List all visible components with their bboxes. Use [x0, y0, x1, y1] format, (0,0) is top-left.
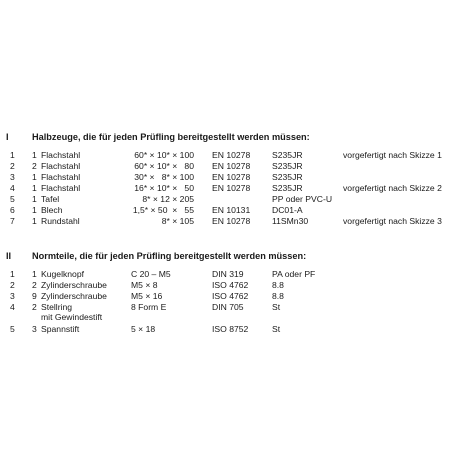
part-name: Kugelknopf	[41, 269, 85, 279]
position-number: 1	[10, 150, 15, 160]
standard: ISO 8752	[212, 324, 249, 334]
material: S235JR	[272, 161, 303, 171]
note: vorgefertigt nach Skizze 3	[343, 216, 442, 226]
dimensions: 1,5* × 50 × 55	[132, 205, 194, 215]
part-name: Stellring	[41, 302, 73, 312]
position-number: 6	[10, 205, 15, 215]
dimensions: 60* × 10* × 80	[134, 161, 194, 171]
quantity: 1	[32, 172, 37, 182]
part-name: Spannstift	[41, 324, 80, 334]
position-number: 1	[10, 269, 15, 279]
note: vorgefertigt nach Skizze 1	[343, 150, 442, 160]
position-number: 2	[10, 280, 15, 290]
material: St	[272, 324, 281, 334]
part-name: Rundstahl	[41, 216, 80, 226]
quantity: 1	[32, 216, 37, 226]
standard: EN 10278	[212, 150, 251, 160]
quantity: 9	[32, 291, 37, 301]
material: PP oder PVC-U	[272, 194, 333, 204]
dimensions: 60* × 10* × 100	[134, 150, 194, 160]
section-title: Halbzeuge, die für jeden Prüfling bereitgestellt werden müssen:	[32, 132, 310, 142]
table-row	[0, 215, 458, 227]
quantity: 2	[32, 161, 37, 171]
section-heading-halbzeuge	[0, 130, 458, 144]
section-heading-normteile	[0, 249, 458, 263]
position-number: 5	[10, 194, 15, 204]
dimensions: 8* × 105	[161, 216, 194, 226]
standard: EN 10278	[212, 183, 251, 193]
quantity: 1	[32, 194, 37, 204]
standard: EN 10131	[212, 205, 251, 215]
part-name: Flachstahl	[41, 150, 81, 160]
material: PA oder PF	[272, 269, 316, 279]
material: 8.8	[272, 291, 284, 301]
standard: EN 10278	[212, 216, 251, 226]
part-name-continuation: mit Gewindestift	[41, 312, 103, 322]
dimensions: 16* × 10* × 50	[134, 183, 194, 193]
part-name: Flachstahl	[41, 183, 81, 193]
part-name: Tafel	[41, 194, 60, 204]
material: 8.8	[272, 280, 284, 290]
standard: EN 10278	[212, 172, 251, 182]
part-name: Flachstahl	[41, 172, 81, 182]
section-number: I	[6, 132, 9, 142]
position-number: 7	[10, 216, 15, 226]
part-name: Blech	[41, 205, 63, 215]
standard: ISO 4762	[212, 291, 249, 301]
material: 11SMn30	[272, 216, 309, 226]
dimensions: M5 × 8	[131, 280, 158, 290]
quantity: 3	[32, 324, 37, 334]
section-number: II	[6, 251, 12, 261]
position-number: 3	[10, 291, 15, 301]
material: DC01-A	[272, 205, 303, 215]
part-name: Flachstahl	[41, 161, 81, 171]
position-number: 5	[10, 324, 15, 334]
standard: ISO 4762	[212, 280, 249, 290]
standard: DIN 319	[212, 269, 244, 279]
table-row	[0, 323, 458, 335]
quantity: 1	[32, 269, 37, 279]
dimensions: M5 × 16	[131, 291, 163, 301]
position-number: 2	[10, 161, 15, 171]
quantity: 2	[32, 280, 37, 290]
position-number: 4	[10, 302, 15, 312]
dimensions: 8* × 12 × 205	[142, 194, 194, 204]
position-number: 3	[10, 172, 15, 182]
quantity: 1	[32, 205, 37, 215]
part-name: Zylinderschraube	[41, 280, 107, 290]
standard: EN 10278	[212, 161, 251, 171]
material: S235JR	[272, 172, 303, 182]
dimensions: 5 × 18	[131, 324, 156, 334]
part-name: Zylinderschraube	[41, 291, 107, 301]
quantity: 1	[32, 150, 37, 160]
note: vorgefertigt nach Skizze 2	[343, 183, 442, 193]
standard: DIN 705	[212, 302, 244, 312]
dimensions: 30* × 8* × 100	[134, 172, 194, 182]
dimensions: 8 Form E	[131, 302, 167, 312]
material: St	[272, 302, 281, 312]
material: S235JR	[272, 150, 303, 160]
section-title: Normteile, die für jeden Prüfling bereitgestellt werden müssen:	[32, 251, 307, 261]
material: S235JR	[272, 183, 303, 193]
quantity: 1	[32, 183, 37, 193]
position-number: 4	[10, 183, 15, 193]
quantity: 2	[32, 302, 37, 312]
dimensions: C 20 – M5	[131, 269, 171, 279]
